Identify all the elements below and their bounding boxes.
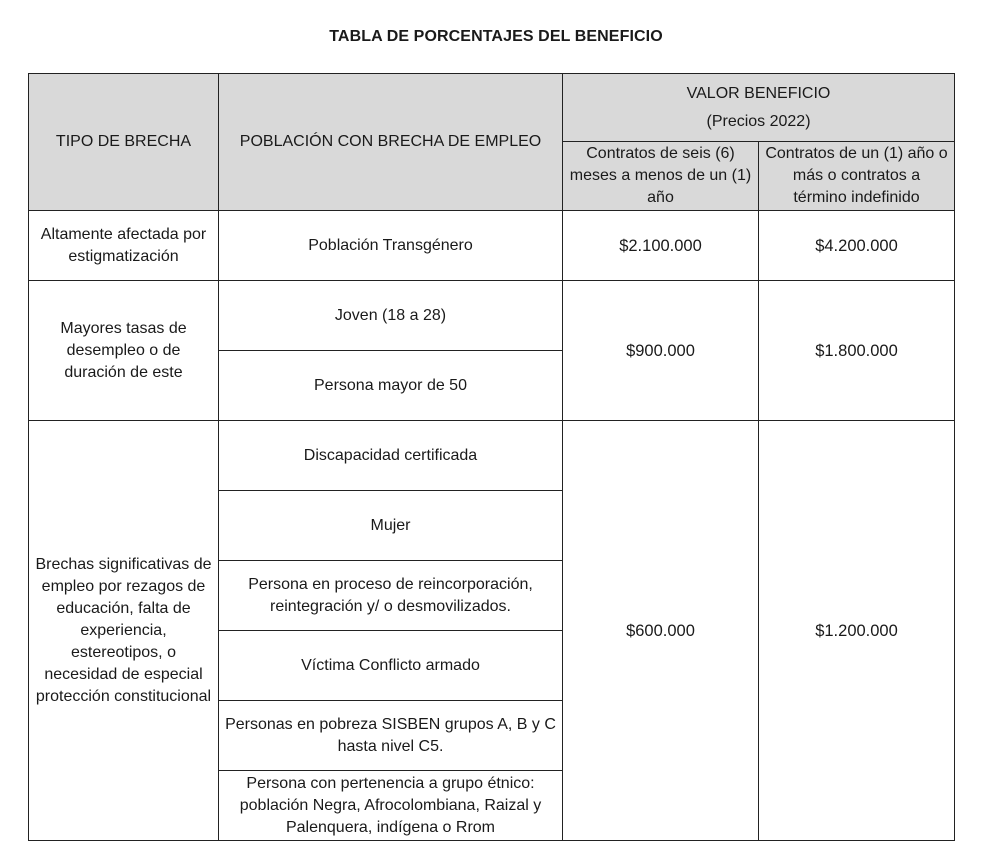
valor-seis-meses-cell: $2.100.000	[563, 211, 759, 281]
poblacion-cell: Personas en pobreza SISBEN grupos A, B y C hasta nivel C5.	[219, 701, 563, 771]
header-col-un-anio: Contratos de un (1) año o más o contratos a término indefinido	[759, 142, 955, 211]
poblacion-cell: Persona en proceso de reincorporación, reintegración y/ o desmovilizados.	[219, 561, 563, 631]
tipo-brecha-cell: Mayores tasas de desempleo o de duración de este	[29, 281, 219, 421]
table-row	[29, 211, 955, 281]
header-tipo-brecha: TIPO DE BRECHA	[29, 74, 219, 211]
poblacion-cell: Víctima Conflicto armado	[219, 631, 563, 701]
valor-un-anio-cell: $1.800.000	[759, 281, 955, 421]
poblacion-cell: Persona mayor de 50	[219, 351, 563, 421]
benefit-percentage-table	[28, 73, 955, 841]
page-title: TABLA DE PORCENTAJES DEL BENEFICIO	[329, 28, 663, 45]
poblacion-cell: Discapacidad certificada	[219, 421, 563, 491]
tipo-brecha-cell: Brechas significativas de empleo por rezagos de educación, falta de experiencia, estereotipos, o necesidad de especial protección constitucional	[29, 421, 219, 841]
header-col-seis-meses: Contratos de seis (6) meses a menos de un (1) año	[563, 142, 759, 211]
header-poblacion: POBLACIÓN CON BRECHA DE EMPLEO	[219, 74, 563, 211]
poblacion-cell: Persona con pertenencia a grupo étnico: población Negra, Afrocolombiana, Raizal y Palenquera, indígena o Rrom	[219, 771, 563, 841]
tipo-brecha-cell: Altamente afectada por estigmatización	[29, 211, 219, 281]
header-valor-beneficio	[563, 74, 955, 142]
valor-seis-meses-cell: $900.000	[563, 281, 759, 421]
valor-un-anio-cell: $4.200.000	[759, 211, 955, 281]
table-header-row	[29, 74, 955, 142]
header-valor-beneficio-label: VALOR BENEFICIO	[686, 84, 831, 102]
table-row	[29, 281, 955, 351]
poblacion-cell: Mujer	[219, 491, 563, 561]
valor-un-anio-cell: $1.200.000	[759, 421, 955, 841]
valor-seis-meses-cell: $600.000	[563, 421, 759, 841]
poblacion-cell: Joven (18 a 28)	[219, 281, 563, 351]
poblacion-cell: Población Transgénero	[219, 211, 563, 281]
header-precios-label: (Precios 2022)	[706, 112, 811, 130]
table-row	[29, 421, 955, 491]
